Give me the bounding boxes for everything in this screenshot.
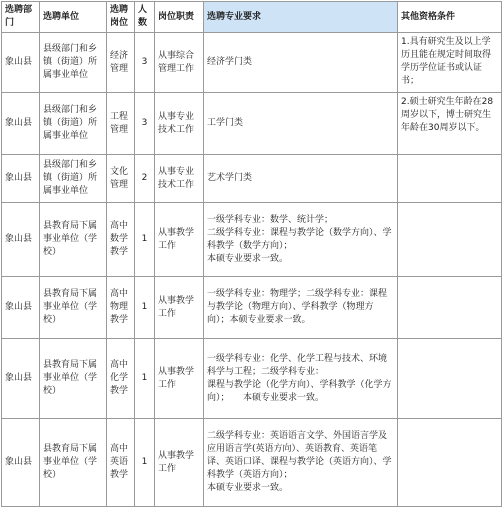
- cell-unit: 县级部门和乡镇（街道）所属事业单位: [40, 33, 107, 93]
- cell-duty: 从事综合管理工作: [155, 33, 204, 93]
- cell-condition-empty: [398, 155, 502, 203]
- cell-dept: 象山县: [2, 277, 40, 339]
- cell-major: 一级学科专业：物理学；二级学科专业：课程与教学论（物理方向）、学科教学（物理方向）；本硕专业要求一致。: [204, 277, 398, 339]
- header-row: [2, 2, 502, 33]
- cell-unit: 县教育局下属事业单位（学校）: [40, 277, 107, 339]
- table-row: [2, 203, 502, 277]
- table-row: [2, 93, 502, 155]
- cell-post: 文化管理: [107, 155, 135, 203]
- cell-unit: 县级部门和乡镇（街道）所属事业单位: [40, 155, 107, 203]
- cell-post: 高中化学教学: [107, 339, 135, 419]
- cell-condition-empty: [398, 203, 502, 277]
- header-count: 人数: [135, 2, 155, 33]
- cell-dept: 象山县: [2, 155, 40, 203]
- cell-count: 3: [135, 93, 155, 155]
- cell-unit: 县教育局下属事业单位（学校）: [40, 339, 107, 419]
- cell-dept: 象山县: [2, 93, 40, 155]
- header-dept: 选聘部门: [2, 2, 40, 33]
- cell-duty: 从事专业技术工作: [155, 93, 204, 155]
- cell-post: 经济管理: [107, 33, 135, 93]
- cell-count: 2: [135, 155, 155, 203]
- table-row: [2, 155, 502, 203]
- cell-unit: 县教育局下属事业单位（学校）: [40, 419, 107, 507]
- cell-major: 艺术学门类: [204, 155, 398, 203]
- cell-condition-2: 2.硕士研究生年龄在28周岁以下，博士研究生年龄在30周岁以下。: [398, 93, 502, 155]
- cell-major: 一级学科专业：化学、化学工程与技术、环境科学与工程；二级学科专业： 课程与教学论（化学方向）、学科教学（化学方向）； 本硕专业要求一致。: [204, 339, 398, 419]
- cell-post: 工程管理: [107, 93, 135, 155]
- cell-duty: 从事教学工作: [155, 339, 204, 419]
- cell-dept: 象山县: [2, 339, 40, 419]
- cell-condition-empty: [398, 277, 502, 339]
- cell-count: 1: [135, 419, 155, 507]
- cell-duty: 从事专业技术工作: [155, 155, 204, 203]
- cell-post: 高中英语教学: [107, 419, 135, 507]
- header-post: 选聘岗位: [107, 2, 135, 33]
- cell-count: 1: [135, 203, 155, 277]
- cell-count: 1: [135, 339, 155, 419]
- table-row: [2, 339, 502, 419]
- cell-condition-empty: [398, 339, 502, 419]
- recruitment-table: [1, 1, 502, 507]
- cell-major: 一级学科专业：数学、统计学； 二级学科专业：课程与教学论（数学方向）、学科教学（数学方向）； 本硕专业要求一致。: [204, 203, 398, 277]
- cell-duty: 从事教学工作: [155, 203, 204, 277]
- cell-unit: 县级部门和乡镇（街道）所属事业单位: [40, 93, 107, 155]
- cell-count: 1: [135, 277, 155, 339]
- table-row: [2, 277, 502, 339]
- header-conditions: 其他资格条件: [398, 2, 502, 33]
- cell-duty: 从事教学工作: [155, 419, 204, 507]
- cell-condition-1: 1.具有研究生及以上学历且能在规定时间取得学历学位证书或认证书；: [398, 33, 502, 93]
- cell-condition-empty: [398, 419, 502, 507]
- cell-dept: 象山县: [2, 33, 40, 93]
- header-unit: 选聘单位: [40, 2, 107, 33]
- cell-post: 高中物理教学: [107, 277, 135, 339]
- cell-dept: 象山县: [2, 419, 40, 507]
- cell-major: 经济学门类: [204, 33, 398, 93]
- cell-post: 高中数学教学: [107, 203, 135, 277]
- cell-duty: 从事教学工作: [155, 277, 204, 339]
- cell-major: 二级学科专业：英语语言文学、外国语言学及应用语言学(英语方向）、英语教育、英语笔译、英语口译、课程与教学论（英语方向）、学科教学（英语方向）； 本硕专业要求一致。: [204, 419, 398, 507]
- header-duty: 岗位职责: [155, 2, 204, 33]
- cell-count: 3: [135, 33, 155, 93]
- cell-dept: 象山县: [2, 203, 40, 277]
- cell-unit: 县教育局下属事业单位（学校）: [40, 203, 107, 277]
- header-major: 选聘专业要求: [204, 2, 398, 33]
- table-row: [2, 419, 502, 507]
- cell-major: 工学门类: [204, 93, 398, 155]
- table-row: [2, 33, 502, 93]
